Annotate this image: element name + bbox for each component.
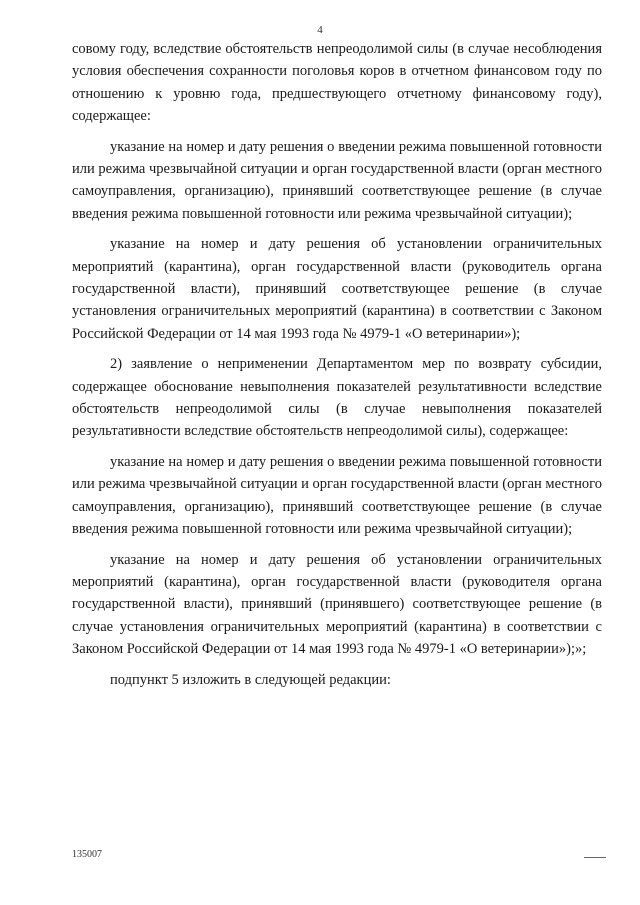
paragraph-quarantine: указание на номер и дату решения об установлении ограничительных мероприятий (карантина), орган государственной власти (руководитель органа государственной власти), принявший соответствующее решение (в случае установления ограничительных мероприятий (карантина) в соответствии с Законом Российской Федерации от 14 мая 1993 года № 4979-1 «О ветеринарии»); — [72, 236, 602, 342]
document-body — [72, 38, 602, 700]
paragraph-continuation: совому году, вследствие обстоятельств непреодолимой силы (в случае несоблюдения условия обеспечения сохранности поголовья коров в отчетном финансовом году по отношению к уровню года, предшествующего отчетному финансовому году), содержащее: — [72, 41, 602, 124]
page-number: 4 — [317, 24, 323, 36]
paragraph-emergency-regime: указание на номер и дату решения о введении режима повышенной готовности или режима чрезвычайной ситуации и орган государственной власти (орган местного самоуправления, организацию), принявший соответствующее решение (в случае введения режима повышенной готовности или режима чрезвычайной ситуации); — [72, 138, 602, 222]
footer-document-code: 135007 — [72, 849, 102, 860]
scan-mark — [584, 857, 606, 858]
paragraph-item-2: 2) заявление о неприменении Департаментом мер по возврату субсидии, содержащее обоснование невыполнения показателей результативности вследствие обстоятельств непреодолимой силы (в случае невыполнения показателей результативности вследствие обстоятельств непреодолимой силы), содержащее: — [72, 356, 602, 440]
paragraph-quarantine-2: указание на номер и дату решения об установлении ограничительных мероприятий (карантина), орган государственной власти (руководителя органа государственной власти), принявший (принявшего) соответствующее решение (в случае установления ограничительных мероприятий (карантина) в соответствии с Законом Российской Федерации от 14 мая 1993 года № 4979-1 «О ветеринарии»);»; — [72, 551, 602, 657]
paragraph-subitem-5: подпункт 5 изложить в следующей редакции: — [110, 671, 391, 688]
paragraph-emergency-regime-2: указание на номер и дату решения о введении режима повышенной готовности или режима чрезвычайной ситуации и орган государственной власти (орган местного самоуправления, организацию), принявший соответствующее решение (в случае введения режима повышенной готовности или режима чрезвычайной ситуации); — [72, 454, 602, 537]
